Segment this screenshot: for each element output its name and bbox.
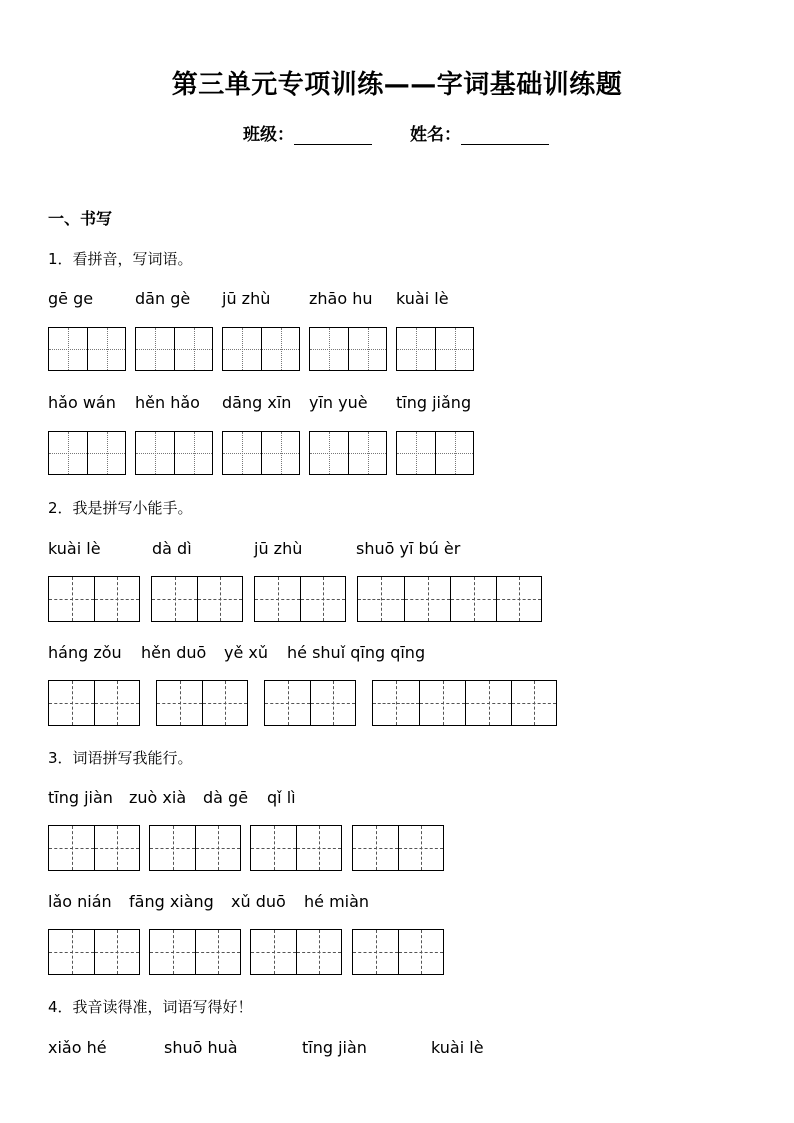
writing-box[interactable] <box>357 576 542 622</box>
name-field <box>410 120 549 145</box>
question-4-prompt: 4．我音读得准，词语写得好！ <box>48 998 253 1016</box>
writing-box[interactable] <box>352 825 444 871</box>
pinyin-word: fāng xiàng <box>129 892 214 911</box>
writing-box[interactable] <box>135 431 213 475</box>
pinyin-word: jū zhù <box>254 539 303 558</box>
pinyin-row <box>48 788 296 807</box>
writing-box[interactable] <box>149 825 241 871</box>
section-heading: 一、书写 <box>48 209 113 228</box>
name-blank[interactable] <box>461 126 549 145</box>
writing-box[interactable] <box>156 680 248 726</box>
pinyin-word: kuài lè <box>396 289 449 308</box>
class-blank[interactable] <box>294 126 372 145</box>
writing-box[interactable] <box>48 327 126 371</box>
writing-box[interactable] <box>48 929 140 975</box>
pinyin-word: zuò xià <box>129 788 187 807</box>
writing-box[interactable] <box>309 327 387 371</box>
pinyin-row <box>48 643 425 662</box>
pinyin-word: hěn duō <box>141 643 207 662</box>
pinyin-word: shuō yī bú èr <box>356 539 461 558</box>
pinyin-word: tīng jiǎng <box>396 393 472 412</box>
pinyin-word: qǐ lì <box>267 788 296 807</box>
writing-box[interactable] <box>48 431 126 475</box>
writing-box[interactable] <box>309 431 387 475</box>
question-3-prompt: 3．词语拼写我能行。 <box>48 749 193 767</box>
writing-box[interactable] <box>254 576 346 622</box>
pinyin-word: háng zǒu <box>48 643 122 662</box>
pinyin-word: tīng jiàn <box>302 1038 367 1057</box>
writing-box[interactable] <box>396 327 474 371</box>
pinyin-word: xǔ duō <box>231 892 286 911</box>
pinyin-word: gē ge <box>48 289 94 308</box>
writing-box[interactable] <box>48 576 140 622</box>
pinyin-word: dāng xīn <box>222 393 292 412</box>
writing-box[interactable] <box>222 431 300 475</box>
pinyin-word: shuō huà <box>164 1038 238 1057</box>
pinyin-word: kuài lè <box>48 539 101 558</box>
pinyin-word: hěn hǎo <box>135 393 200 412</box>
writing-box[interactable] <box>396 431 474 475</box>
page-title: 第三单元专项训练——字词基础训练题 <box>171 70 623 100</box>
pinyin-row <box>48 393 471 412</box>
pinyin-word: dà dì <box>152 539 192 558</box>
writing-box[interactable] <box>264 680 356 726</box>
pinyin-word: yě xǔ <box>224 643 269 662</box>
pinyin-word: dà gē <box>203 788 249 807</box>
pinyin-word: jū zhù <box>222 289 271 308</box>
writing-box[interactable] <box>149 929 241 975</box>
pinyin-row <box>48 539 460 558</box>
pinyin-word: zhāo hu <box>309 289 373 308</box>
pinyin-word: hǎo wán <box>48 393 116 412</box>
pinyin-row <box>48 1038 484 1057</box>
pinyin-word: dān gè <box>135 289 191 308</box>
pinyin-word: xiǎo hé <box>48 1038 107 1057</box>
writing-box[interactable] <box>48 825 140 871</box>
question-2-prompt: 2．我是拼写小能手。 <box>48 499 193 517</box>
class-label: 班级： <box>243 125 294 145</box>
pinyin-word: hé shuǐ qīng qīng <box>287 643 426 662</box>
pinyin-word: tīng jiàn <box>48 788 113 807</box>
pinyin-word: yīn yuè <box>309 393 368 412</box>
writing-box[interactable] <box>48 680 140 726</box>
writing-box[interactable] <box>135 327 213 371</box>
writing-box[interactable] <box>222 327 300 371</box>
pinyin-word: kuài lè <box>431 1038 484 1057</box>
writing-box[interactable] <box>250 929 342 975</box>
pinyin-word: hé miàn <box>304 892 370 911</box>
writing-box[interactable] <box>372 680 557 726</box>
writing-box[interactable] <box>250 825 342 871</box>
pinyin-row <box>48 892 369 911</box>
pinyin-word: lǎo nián <box>48 892 112 911</box>
question-1-prompt: 1．看拼音，写词语。 <box>48 250 193 268</box>
name-label: 姓名： <box>410 125 461 145</box>
writing-box[interactable] <box>352 929 444 975</box>
class-field <box>243 120 372 145</box>
writing-box[interactable] <box>151 576 243 622</box>
pinyin-row <box>48 289 449 308</box>
